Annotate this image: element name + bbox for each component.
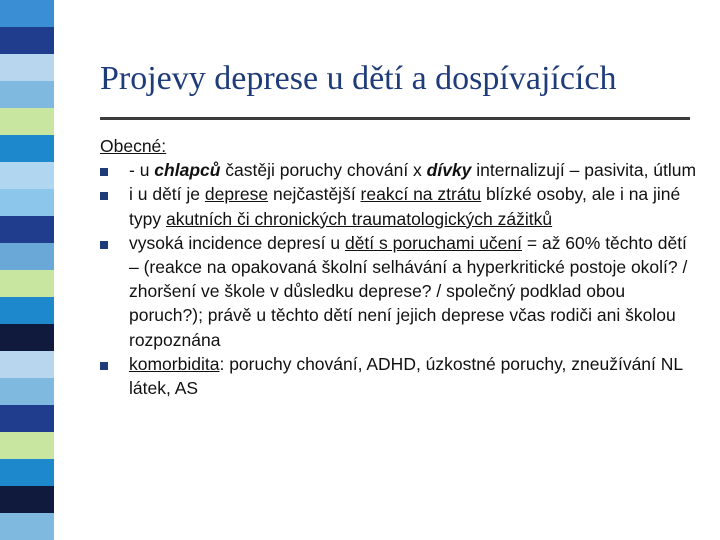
- strip-block: [0, 432, 54, 459]
- section-heading: Obecné:: [100, 136, 167, 156]
- strip-block: [0, 243, 54, 270]
- bullet-item: [100, 352, 700, 400]
- bullet-text-segment: dětí s poruchami učení: [344, 232, 523, 253]
- strip-block: [0, 162, 54, 189]
- strip-block: [0, 270, 54, 297]
- strip-block: [0, 459, 54, 486]
- bullet-text-segment: blízké osoby, ale i na jiné typy: [129, 184, 681, 229]
- slide-title: Projevy deprese u dětí a dospívajících: [100, 60, 617, 97]
- bullet-square-icon: [100, 362, 108, 370]
- bullet-text-segment: chlapců: [154, 160, 221, 181]
- strip-block: [0, 297, 54, 324]
- strip-block: [0, 486, 54, 513]
- bullet-text-segment: komorbidita: [129, 353, 220, 374]
- strip-block: [0, 27, 54, 54]
- strip-block: [0, 324, 54, 351]
- bullet-item: [100, 231, 700, 352]
- bullet-text-segment: vysoká incidence depresí u: [129, 232, 345, 253]
- bullet-item: [100, 182, 700, 230]
- slide-content: [100, 134, 700, 400]
- bullet-text-segment: i u dětí je: [129, 184, 205, 205]
- strip-block: [0, 189, 54, 216]
- title-divider: [100, 117, 690, 120]
- bullet-list: [100, 158, 700, 400]
- bullet-text-segment: dívky: [426, 160, 472, 181]
- bullet-square-icon: [100, 241, 108, 249]
- bullet-square-icon: [100, 168, 108, 176]
- strip-block: [0, 0, 54, 27]
- bullet-text-segment: častěji poruchy chování x: [220, 160, 427, 181]
- bullet-text-segment: = až 60% těchto dětí – (reakce na opakovaná školní selhávání a hyperkritické postoje okolí? / zhoršení ve škole v důsledku deprese? / společný podklad obou poruch?); právě u těchto dětí není jejich deprese včas rodiči ani školou rozpoznána: [129, 232, 688, 350]
- strip-block: [0, 378, 54, 405]
- strip-block: [0, 351, 54, 378]
- strip-block: [0, 135, 54, 162]
- bullet-text-segment: akutních či chronických traumatologických zážitků: [165, 208, 553, 229]
- strip-block: [0, 405, 54, 432]
- bullet-text-segment: deprese: [204, 184, 269, 205]
- strip-block: [0, 81, 54, 108]
- strip-block: [0, 108, 54, 135]
- bullet-text-segment: : poruchy chování, ADHD, úzkostné poruchy, zneužívání NL látek, AS: [129, 353, 683, 399]
- bullet-square-icon: [100, 192, 108, 200]
- bullet-item: [100, 158, 700, 182]
- strip-block: [0, 513, 54, 540]
- bullet-text-segment: reakcí na ztrátu: [360, 184, 482, 205]
- decorative-left-strip: [0, 0, 54, 540]
- strip-block: [0, 54, 54, 81]
- bullet-text-segment: - u: [129, 160, 155, 181]
- strip-block: [0, 216, 54, 243]
- bullet-text-segment: internalizují – pasivita, útlum: [471, 160, 697, 181]
- bullet-text-segment: nejčastější: [268, 184, 361, 205]
